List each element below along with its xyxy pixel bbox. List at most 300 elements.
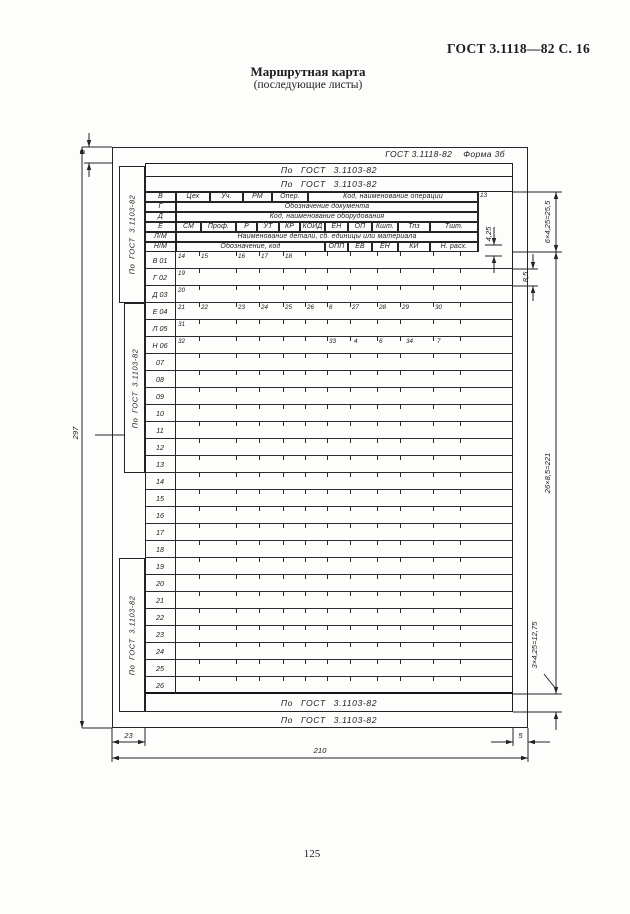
- tick-mark: [350, 575, 351, 579]
- header-row-label: В: [145, 192, 176, 202]
- tick-mark: [433, 269, 434, 273]
- tick-mark: [199, 337, 200, 341]
- tick-mark: [259, 473, 260, 477]
- form-row-po-gost-bottom-2: По ГОСТ 3.1103-82: [145, 712, 513, 728]
- tick-mark: [400, 677, 401, 681]
- tick-mark: [199, 388, 200, 392]
- tick-mark: [199, 558, 200, 562]
- tick-mark: [236, 473, 237, 477]
- tick-mark: [305, 558, 306, 562]
- tick-mark: [433, 592, 434, 596]
- field-number: 18: [285, 253, 293, 260]
- tick-mark: [400, 320, 401, 324]
- tick-mark: [283, 354, 284, 358]
- tick-mark: [259, 337, 260, 341]
- tick-mark: [236, 677, 237, 681]
- tick-mark: [259, 660, 260, 664]
- dim-row-height: 8,5: [521, 271, 530, 283]
- tick-mark: [400, 490, 401, 494]
- tick-mark: [236, 643, 237, 647]
- tick-mark: [199, 320, 200, 324]
- table-row: [145, 592, 513, 609]
- table-row: [145, 473, 513, 490]
- row-label: 19: [145, 558, 176, 575]
- tick-mark: [377, 660, 378, 664]
- tick-mark: [305, 677, 306, 681]
- tick-mark: [377, 626, 378, 630]
- table-row: [145, 490, 513, 507]
- tick-mark: [433, 252, 434, 256]
- tick-mark: [199, 609, 200, 613]
- row-label: Л 05: [145, 320, 176, 337]
- tick-mark: [199, 286, 200, 290]
- table-row: [145, 524, 513, 541]
- tick-mark: [377, 286, 378, 290]
- tick-mark: [350, 524, 351, 528]
- dim-header-block: 6×4,25=25,5: [543, 200, 552, 244]
- tick-mark: [259, 303, 260, 307]
- header-cell: КР: [279, 222, 300, 232]
- field-number: 14: [178, 253, 186, 260]
- field-number: 24: [261, 304, 269, 311]
- tick-mark: [236, 558, 237, 562]
- tick-mark: [199, 575, 200, 579]
- tick-mark: [350, 422, 351, 426]
- left-margin-stamp-text: По ГОСТ 3.1103-82: [127, 595, 137, 675]
- tick-mark: [400, 269, 401, 273]
- tick-mark: [283, 371, 284, 375]
- tick-mark: [236, 320, 237, 324]
- tick-mark: [350, 660, 351, 664]
- tick-mark: [433, 558, 434, 562]
- tick-mark: [377, 320, 378, 324]
- tick-mark: [350, 643, 351, 647]
- field-number: 28: [379, 304, 387, 311]
- tick-mark: [350, 677, 351, 681]
- tick-mark: [199, 490, 200, 494]
- tick-mark: [259, 626, 260, 630]
- field-number: 25: [285, 304, 293, 311]
- tick-mark: [350, 456, 351, 460]
- tick-mark: [259, 592, 260, 596]
- tick-mark: [199, 541, 200, 545]
- tick-mark: [327, 643, 328, 647]
- tick-mark: [327, 490, 328, 494]
- tick-mark: [377, 558, 378, 562]
- tick-mark: [377, 592, 378, 596]
- tick-mark: [377, 405, 378, 409]
- tick-mark: [327, 439, 328, 443]
- tick-mark: [400, 456, 401, 460]
- tick-mark: [199, 456, 200, 460]
- tick-mark: [433, 609, 434, 613]
- header-cell: Кшт.: [372, 222, 398, 232]
- tick-mark: [236, 388, 237, 392]
- header-cell: Проф.: [201, 222, 236, 232]
- row-label: 23: [145, 626, 176, 643]
- tick-mark: [433, 490, 434, 494]
- tick-mark: [377, 371, 378, 375]
- row-label: 10: [145, 405, 176, 422]
- tick-mark: [259, 252, 260, 256]
- tick-mark: [283, 473, 284, 477]
- tick-mark: [377, 269, 378, 273]
- header-cell: Обозначение, код: [176, 242, 325, 252]
- tick-mark: [400, 609, 401, 613]
- field-number: 29: [402, 304, 410, 311]
- field-number: 22: [201, 304, 209, 311]
- tick-mark: [377, 490, 378, 494]
- tick-mark: [283, 405, 284, 409]
- tick-mark: [327, 422, 328, 426]
- tick-mark: [283, 609, 284, 613]
- tick-mark: [433, 575, 434, 579]
- table-row: [145, 643, 513, 660]
- tick-mark: [305, 252, 306, 256]
- field-number: 16: [238, 253, 246, 260]
- tick-mark: [259, 456, 260, 460]
- tick-mark: [283, 592, 284, 596]
- tick-mark: [259, 643, 260, 647]
- left-margin-stamp-2: [124, 303, 145, 473]
- tick-mark: [460, 524, 461, 528]
- tick-mark: [460, 269, 461, 273]
- field-number: 26: [307, 304, 315, 311]
- row-label: 11: [145, 422, 176, 439]
- tick-mark: [350, 354, 351, 358]
- tick-mark: [305, 303, 306, 307]
- field-number: 20: [178, 287, 186, 294]
- tick-mark: [283, 252, 284, 256]
- tick-mark: [350, 388, 351, 392]
- header-row-label: Д: [145, 212, 176, 222]
- tick-mark: [199, 626, 200, 630]
- tick-mark: [433, 303, 434, 307]
- tick-mark: [236, 439, 237, 443]
- tick-mark: [400, 252, 401, 256]
- tick-mark: [433, 643, 434, 647]
- tick-mark: [305, 286, 306, 290]
- tick-mark: [400, 575, 401, 579]
- tick-mark: [236, 575, 237, 579]
- tick-mark: [199, 524, 200, 528]
- tick-mark: [400, 507, 401, 511]
- document-subtitle: (последующие листы): [253, 79, 363, 91]
- dim-left-margin: 23: [124, 731, 133, 740]
- tick-mark: [236, 660, 237, 664]
- tick-mark: [236, 269, 237, 273]
- header-cell: Уч.: [210, 192, 243, 202]
- tick-mark: [283, 524, 284, 528]
- header-cell: УТ: [257, 222, 279, 232]
- table-row: [145, 439, 513, 456]
- tick-mark: [305, 371, 306, 375]
- table-row: [145, 388, 513, 405]
- tick-mark: [400, 371, 401, 375]
- tick-mark: [283, 456, 284, 460]
- tick-mark: [327, 660, 328, 664]
- row-label: 13: [145, 456, 176, 473]
- tick-mark: [327, 575, 328, 579]
- tick-mark: [259, 269, 260, 273]
- row-label: Н 06: [145, 337, 176, 354]
- header-cell: Тпз: [398, 222, 430, 232]
- tick-mark: [350, 405, 351, 409]
- tick-mark: [433, 456, 434, 460]
- tick-mark: [305, 490, 306, 494]
- tick-mark: [327, 541, 328, 545]
- header-cell: ОП: [348, 222, 372, 232]
- tick-mark: [350, 269, 351, 273]
- tick-mark: [199, 660, 200, 664]
- form-label: ГОСТ 3.1118-82 Форма 3б: [385, 149, 505, 159]
- tick-mark: [327, 337, 328, 341]
- tick-mark: [199, 592, 200, 596]
- tick-mark: [259, 677, 260, 681]
- tick-mark: [400, 626, 401, 630]
- tick-mark: [305, 337, 306, 341]
- tick-mark: [377, 337, 378, 341]
- tick-mark: [236, 286, 237, 290]
- tick-mark: [327, 405, 328, 409]
- tick-mark: [327, 626, 328, 630]
- tick-mark: [305, 439, 306, 443]
- tick-mark: [259, 405, 260, 409]
- header-cell: ЕН: [325, 222, 348, 232]
- tick-mark: [283, 541, 284, 545]
- tick-mark: [460, 337, 461, 341]
- row-label: 25: [145, 660, 176, 677]
- tick-mark: [199, 422, 200, 426]
- row-label: Е 04: [145, 303, 176, 320]
- tick-mark: [460, 575, 461, 579]
- tick-mark: [283, 269, 284, 273]
- tick-mark: [400, 524, 401, 528]
- tick-mark: [460, 252, 461, 256]
- row-label: 22: [145, 609, 176, 626]
- tick-mark: [400, 337, 401, 341]
- tick-mark: [259, 371, 260, 375]
- table-row: [145, 269, 513, 286]
- field-number: 32: [178, 338, 186, 345]
- tick-mark: [305, 524, 306, 528]
- table-row: [145, 286, 513, 303]
- tick-mark: [400, 473, 401, 477]
- tick-mark: [377, 609, 378, 613]
- tick-mark: [350, 286, 351, 290]
- field-number: 23: [238, 304, 246, 311]
- field-number: 7: [437, 338, 441, 345]
- tick-mark: [327, 269, 328, 273]
- tick-mark: [460, 286, 461, 290]
- tick-mark: [305, 643, 306, 647]
- tick-mark: [283, 320, 284, 324]
- tick-mark: [199, 473, 200, 477]
- tick-mark: [460, 439, 461, 443]
- tick-mark: [433, 422, 434, 426]
- tick-mark: [400, 422, 401, 426]
- tick-mark: [377, 677, 378, 681]
- field-number: 4: [354, 338, 358, 345]
- tick-mark: [283, 439, 284, 443]
- tick-mark: [199, 439, 200, 443]
- tick-mark: [199, 252, 200, 256]
- tick-mark: [327, 507, 328, 511]
- header-cell: КИ: [398, 242, 430, 252]
- header-cell: Код, наименование оборудования: [176, 212, 478, 222]
- table-row: [145, 575, 513, 592]
- tick-mark: [460, 303, 461, 307]
- left-margin-stamp-1: [119, 166, 145, 303]
- form-row-po-gost-bottom-1: По ГОСТ 3.1103-82: [145, 694, 513, 712]
- row-label: 17: [145, 524, 176, 541]
- tick-mark: [327, 371, 328, 375]
- row-label: 09: [145, 388, 176, 405]
- header-row-label: Л/М: [145, 232, 176, 242]
- row-label: Д 03: [145, 286, 176, 303]
- tick-mark: [460, 456, 461, 460]
- tick-mark: [236, 507, 237, 511]
- tick-mark: [460, 371, 461, 375]
- tick-mark: [327, 456, 328, 460]
- tick-mark: [400, 388, 401, 392]
- tick-mark: [460, 507, 461, 511]
- tick-mark: [236, 422, 237, 426]
- dim-rows-block: 26×8,5=221: [543, 452, 552, 494]
- tick-mark: [350, 320, 351, 324]
- table-row: [145, 422, 513, 439]
- header-cell: КОИД: [300, 222, 325, 232]
- field-number: 17: [261, 253, 269, 260]
- table-row: [145, 405, 513, 422]
- tick-mark: [433, 524, 434, 528]
- tick-mark: [236, 592, 237, 596]
- tick-mark: [350, 609, 351, 613]
- tick-mark: [199, 354, 200, 358]
- tick-mark: [433, 388, 434, 392]
- tick-mark: [259, 388, 260, 392]
- tick-mark: [327, 609, 328, 613]
- tick-mark: [259, 422, 260, 426]
- table-row: [145, 541, 513, 558]
- left-margin-stamp-text: По ГОСТ 3.1103-82: [130, 348, 139, 428]
- header-cell: Цех: [176, 192, 210, 202]
- row-label: 26: [145, 677, 176, 694]
- row-label: 21: [145, 592, 176, 609]
- field-number: 19: [178, 270, 186, 277]
- tick-mark: [350, 507, 351, 511]
- tick-mark: [199, 269, 200, 273]
- dim-sheet-width: 210: [313, 746, 327, 755]
- tick-mark: [377, 524, 378, 528]
- tick-mark: [305, 626, 306, 630]
- tick-mark: [236, 371, 237, 375]
- tick-mark: [259, 490, 260, 494]
- field-number: 34: [406, 338, 414, 345]
- tick-mark: [433, 660, 434, 664]
- tick-mark: [327, 677, 328, 681]
- dim-top-margin: 8: [78, 149, 87, 155]
- row-label: 15: [145, 490, 176, 507]
- header-row-label: Е: [145, 222, 176, 232]
- tick-mark: [259, 320, 260, 324]
- header-cell: ЕВ: [348, 242, 372, 252]
- tick-mark: [199, 405, 200, 409]
- tick-mark: [259, 541, 260, 545]
- tick-mark: [236, 490, 237, 494]
- page-header-text: ГОСТ 3.1118—82 С. 16: [446, 41, 590, 56]
- row-label: 14: [145, 473, 176, 490]
- tick-mark: [460, 320, 461, 324]
- row-label: 16: [145, 507, 176, 524]
- tick-mark: [236, 303, 237, 307]
- tick-mark: [400, 405, 401, 409]
- tick-mark: [377, 473, 378, 477]
- tick-mark: [236, 609, 237, 613]
- header-cell: ОПП: [325, 242, 348, 252]
- tick-mark: [305, 354, 306, 358]
- tick-mark: [305, 541, 306, 545]
- tick-mark: [377, 643, 378, 647]
- tick-mark: [433, 439, 434, 443]
- tick-mark: [460, 558, 461, 562]
- tick-mark: [433, 677, 434, 681]
- tick-mark: [283, 490, 284, 494]
- tick-mark: [433, 473, 434, 477]
- tick-mark: [433, 541, 434, 545]
- tick-mark: [377, 439, 378, 443]
- left-margin-stamp-text: По ГОСТ 3.1103-82: [127, 194, 137, 275]
- tick-mark: [460, 354, 461, 358]
- tick-mark: [283, 626, 284, 630]
- tick-mark: [350, 626, 351, 630]
- form-row-po-gost-top-2: По ГОСТ 3.1103-82: [145, 177, 513, 192]
- tick-mark: [327, 286, 328, 290]
- tick-mark: [350, 490, 351, 494]
- tick-mark: [283, 422, 284, 426]
- tick-mark: [199, 643, 200, 647]
- header-right-cell-divider: [478, 192, 479, 252]
- tick-mark: [283, 388, 284, 392]
- field-number: 33: [329, 338, 337, 345]
- row-label: 08: [145, 371, 176, 388]
- table-row: [145, 456, 513, 473]
- header-corner-number: 13: [480, 192, 488, 199]
- tick-mark: [327, 592, 328, 596]
- header-row-label: Н/М: [145, 242, 176, 252]
- table-row: [145, 354, 513, 371]
- tick-mark: [460, 388, 461, 392]
- tick-mark: [327, 388, 328, 392]
- tick-mark: [377, 575, 378, 579]
- tick-mark: [460, 592, 461, 596]
- tick-mark: [305, 507, 306, 511]
- row-label: 24: [145, 643, 176, 660]
- tick-mark: [400, 541, 401, 545]
- row-label: 12: [145, 439, 176, 456]
- table-row: [145, 507, 513, 524]
- tick-mark: [377, 422, 378, 426]
- tick-mark: [259, 286, 260, 290]
- document-title: Маршрутная карта: [250, 64, 366, 79]
- tick-mark: [236, 405, 237, 409]
- field-number: 30: [435, 304, 443, 311]
- tick-mark: [327, 303, 328, 307]
- tick-mark: [460, 541, 461, 545]
- header-cell: Обозначение документа: [176, 202, 478, 212]
- tick-mark: [259, 354, 260, 358]
- tick-mark: [259, 558, 260, 562]
